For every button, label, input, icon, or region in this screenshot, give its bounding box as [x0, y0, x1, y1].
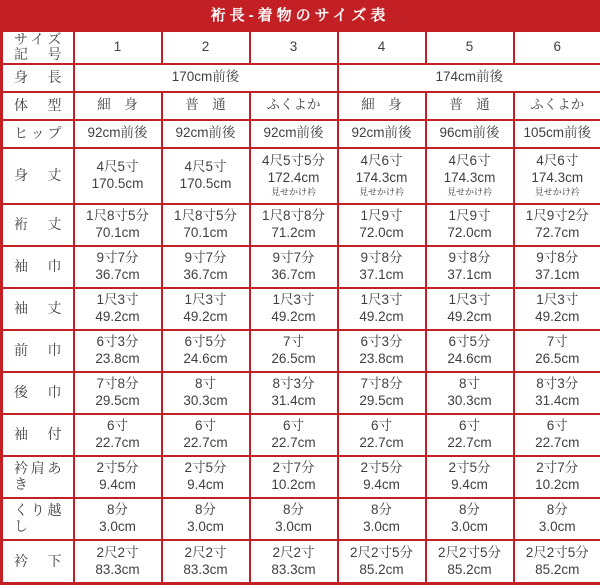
- table-cell: [338, 498, 426, 540]
- cell-measure-value: 4尺6寸: [427, 153, 513, 170]
- table-row: [2, 330, 600, 372]
- cell-cm-value: 37.1cm: [427, 267, 513, 284]
- table-cell: [338, 148, 426, 204]
- row-label: [2, 92, 74, 120]
- table-cell: [426, 288, 514, 330]
- cell-cm-value: 24.6cm: [427, 351, 513, 368]
- table-cell: [162, 120, 250, 148]
- cell-measure-value: 6寸3分: [75, 334, 161, 351]
- cell-cm-value: 71.2cm: [251, 225, 337, 242]
- cell-measure-value: 2尺2寸5分: [339, 545, 425, 562]
- row-label-text: 体型: [3, 98, 73, 113]
- cell-measure-value: 1尺3寸: [515, 292, 600, 309]
- cell-measure-value: 4尺5寸: [75, 159, 161, 176]
- cell-measure-value: 4: [339, 39, 425, 56]
- row-label: [2, 372, 74, 414]
- table-cell: [162, 246, 250, 288]
- table-cell: [74, 372, 162, 414]
- row-label: [2, 120, 74, 148]
- cell-measure-value: 1尺3寸: [339, 292, 425, 309]
- cell-cm-value: 26.5cm: [515, 351, 600, 368]
- cell-cm-value: 3.0cm: [75, 519, 161, 536]
- cell-cm-value: 36.7cm: [163, 267, 249, 284]
- cell-measure-value: 9寸8分: [427, 250, 513, 267]
- cell-cm-value: 30.3cm: [427, 393, 513, 410]
- cell-measure-value: 細 身: [75, 97, 161, 114]
- cell-cm-value: 85.2cm: [515, 562, 600, 579]
- table-cell: [426, 372, 514, 414]
- cell-measure-value: 細 身: [339, 97, 425, 114]
- cell-cm-value: 10.2cm: [515, 477, 600, 494]
- cell-cm-value: 174.3cm: [515, 170, 600, 187]
- cell-measure-value: 6寸: [427, 418, 513, 435]
- row-label: [2, 288, 74, 330]
- cell-cm-value: 49.2cm: [339, 309, 425, 326]
- row-label: [2, 330, 74, 372]
- table-cell: [426, 540, 514, 584]
- table-cell: [162, 330, 250, 372]
- table-cell: [250, 120, 338, 148]
- cell-cm-value: 72.0cm: [427, 225, 513, 242]
- table-cell: [250, 204, 338, 246]
- cell-measure-value: 7寸: [251, 334, 337, 351]
- table-row: [2, 246, 600, 288]
- cell-measure-value: 4尺6寸: [515, 153, 600, 170]
- row-label: [2, 204, 74, 246]
- cell-measure-value: 4尺5寸5分: [251, 153, 337, 170]
- table-row: [2, 414, 600, 456]
- cell-cm-value: 22.7cm: [427, 435, 513, 452]
- table-cell: [250, 372, 338, 414]
- cell-measure-value: 8分: [515, 502, 600, 519]
- table-cell: [338, 540, 426, 584]
- cell-measure-value: 170cm前後: [75, 69, 337, 86]
- cell-measure-value: 1尺3寸: [427, 292, 513, 309]
- cell-measure-value: 6寸: [515, 418, 600, 435]
- cell-cm-value: 72.0cm: [339, 225, 425, 242]
- cell-measure-value: 1尺3寸: [75, 292, 161, 309]
- table-cell: [162, 540, 250, 584]
- cell-cm-value: 49.2cm: [515, 309, 600, 326]
- cell-cm-value: 22.7cm: [163, 435, 249, 452]
- table-cell: [514, 92, 600, 120]
- cell-cm-value: 36.7cm: [251, 267, 337, 284]
- table-cell: [250, 92, 338, 120]
- cell-measure-value: 9寸7分: [163, 250, 249, 267]
- row-label: [2, 64, 74, 92]
- table-cell: [250, 456, 338, 498]
- cell-cm-value: 23.8cm: [75, 351, 161, 368]
- row-label-text: 衿肩あき: [3, 461, 73, 492]
- row-label-text: サイズ記号: [3, 32, 73, 63]
- cell-measure-value: ふくよか: [515, 97, 600, 114]
- cell-measure-value: 9寸8分: [339, 250, 425, 267]
- cell-cm-value: 26.5cm: [251, 351, 337, 368]
- cell-measure-value: 6: [515, 39, 600, 56]
- cell-cm-value: 3.0cm: [427, 519, 513, 536]
- table-cell: [338, 246, 426, 288]
- cell-cm-value: 9.4cm: [163, 477, 249, 494]
- cell-measure-value: 4尺5寸: [163, 159, 249, 176]
- cell-note: 見せかけ衿: [515, 187, 600, 199]
- table-cell: [426, 148, 514, 204]
- table-cell: [74, 498, 162, 540]
- cell-cm-value: 49.2cm: [251, 309, 337, 326]
- table-cell: [74, 540, 162, 584]
- cell-measure-value: 2尺2寸5分: [515, 545, 600, 562]
- cell-measure-value: 普 通: [427, 97, 513, 114]
- table-cell: [514, 540, 600, 584]
- table-cell: [250, 414, 338, 456]
- cell-cm-value: 9.4cm: [339, 477, 425, 494]
- row-label-text: 身丈: [3, 168, 73, 183]
- cell-measure-value: 6寸: [75, 418, 161, 435]
- cell-measure-value: 7寸: [515, 334, 600, 351]
- table-cell: [338, 64, 600, 92]
- cell-measure-value: 8寸3分: [251, 376, 337, 393]
- table-cell: [514, 148, 600, 204]
- table-cell: [514, 330, 600, 372]
- cell-cm-value: 3.0cm: [251, 519, 337, 536]
- cell-measure-value: 9寸7分: [75, 250, 161, 267]
- cell-measure-value: 105cm前後: [515, 125, 600, 142]
- table-cell: [250, 288, 338, 330]
- table-cell: [426, 330, 514, 372]
- table-cell: [162, 148, 250, 204]
- table-cell: [338, 372, 426, 414]
- table-cell: [338, 204, 426, 246]
- cell-measure-value: 2: [163, 39, 249, 56]
- table-cell: [426, 498, 514, 540]
- row-label-text: くり越し: [3, 503, 73, 534]
- cell-measure-value: 92cm前後: [251, 125, 337, 142]
- row-label-text: 袖丈: [3, 301, 73, 316]
- cell-measure-value: 2尺2寸: [251, 545, 337, 562]
- cell-measure-value: 6寸5分: [427, 334, 513, 351]
- cell-measure-value: 4尺6寸: [339, 153, 425, 170]
- cell-measure-value: 8寸3分: [515, 376, 600, 393]
- table-cell: [74, 64, 338, 92]
- row-label-text: ヒップ: [3, 126, 73, 141]
- table-row: [2, 92, 600, 120]
- table-cell: [514, 414, 600, 456]
- cell-measure-value: 1尺9寸: [339, 208, 425, 225]
- table-cell: [514, 372, 600, 414]
- cell-cm-value: 85.2cm: [427, 562, 513, 579]
- table-cell: [338, 288, 426, 330]
- table-cell: [250, 148, 338, 204]
- table-cell: [514, 246, 600, 288]
- table-cell: [74, 148, 162, 204]
- cell-measure-value: 6寸: [163, 418, 249, 435]
- cell-cm-value: 10.2cm: [251, 477, 337, 494]
- cell-measure-value: 6寸: [339, 418, 425, 435]
- table-cell: [74, 288, 162, 330]
- cell-note: 見せかけ衿: [251, 187, 337, 199]
- cell-cm-value: 29.5cm: [75, 393, 161, 410]
- cell-cm-value: 37.1cm: [339, 267, 425, 284]
- cell-cm-value: 22.7cm: [75, 435, 161, 452]
- table-cell: [338, 120, 426, 148]
- cell-measure-value: 1尺3寸: [163, 292, 249, 309]
- table-row: [2, 148, 600, 204]
- table-cell: [162, 414, 250, 456]
- row-label: [2, 456, 74, 498]
- cell-measure-value: 2尺2寸5分: [427, 545, 513, 562]
- table-cell: [74, 414, 162, 456]
- table-cell: [338, 456, 426, 498]
- table-cell: [250, 330, 338, 372]
- cell-cm-value: 83.3cm: [163, 562, 249, 579]
- table-row: [2, 498, 600, 540]
- table-cell: [250, 540, 338, 584]
- cell-measure-value: 7寸8分: [339, 376, 425, 393]
- table-cell: [426, 204, 514, 246]
- cell-note: 見せかけ衿: [339, 187, 425, 199]
- cell-measure-value: 1尺9寸2分: [515, 208, 600, 225]
- cell-measure-value: 2尺2寸: [163, 545, 249, 562]
- table-cell: [514, 204, 600, 246]
- cell-cm-value: 49.2cm: [75, 309, 161, 326]
- cell-cm-value: 3.0cm: [163, 519, 249, 536]
- table-cell: [162, 92, 250, 120]
- page-title: [0, 0, 600, 29]
- cell-cm-value: 22.7cm: [339, 435, 425, 452]
- table-cell: [74, 330, 162, 372]
- cell-cm-value: 31.4cm: [515, 393, 600, 410]
- table-cell: [426, 414, 514, 456]
- row-label: [2, 498, 74, 540]
- row-label: [2, 31, 74, 64]
- size-table: [0, 29, 600, 585]
- cell-cm-value: 83.3cm: [75, 562, 161, 579]
- table-cell: [338, 31, 426, 64]
- cell-measure-value: 1尺9寸: [427, 208, 513, 225]
- cell-measure-value: 2寸5分: [427, 460, 513, 477]
- table-cell: [162, 288, 250, 330]
- cell-measure-value: 2尺2寸: [75, 545, 161, 562]
- cell-cm-value: 70.1cm: [163, 225, 249, 242]
- cell-measure-value: 8分: [427, 502, 513, 519]
- row-label-text: 袖付: [3, 427, 73, 442]
- cell-measure-value: 174cm前後: [339, 69, 600, 86]
- cell-measure-value: 5: [427, 39, 513, 56]
- cell-measure-value: 8分: [339, 502, 425, 519]
- cell-measure-value: 普 通: [163, 97, 249, 114]
- cell-measure-value: 8分: [75, 502, 161, 519]
- cell-measure-value: 1: [75, 39, 161, 56]
- row-label-text: 裄丈: [3, 217, 73, 232]
- row-label-text: 衿下: [3, 554, 73, 569]
- table-cell: [250, 498, 338, 540]
- cell-note: 見せかけ衿: [427, 187, 513, 199]
- table-row: [2, 120, 600, 148]
- table-cell: [162, 456, 250, 498]
- cell-measure-value: 6寸3分: [339, 334, 425, 351]
- table-cell: [162, 204, 250, 246]
- cell-measure-value: 9寸7分: [251, 250, 337, 267]
- table-cell: [426, 120, 514, 148]
- cell-cm-value: 23.8cm: [339, 351, 425, 368]
- cell-measure-value: 6寸5分: [163, 334, 249, 351]
- cell-measure-value: 8分: [251, 502, 337, 519]
- cell-measure-value: 2寸7分: [251, 460, 337, 477]
- table-cell: [250, 31, 338, 64]
- row-label: [2, 540, 74, 584]
- table-cell: [74, 120, 162, 148]
- cell-measure-value: 3: [251, 39, 337, 56]
- cell-cm-value: 170.5cm: [163, 176, 249, 193]
- table-row: [2, 288, 600, 330]
- cell-measure-value: 7寸8分: [75, 376, 161, 393]
- row-label: [2, 414, 74, 456]
- table-cell: [338, 414, 426, 456]
- cell-cm-value: 22.7cm: [515, 435, 600, 452]
- cell-cm-value: 31.4cm: [251, 393, 337, 410]
- cell-cm-value: 9.4cm: [427, 477, 513, 494]
- table-cell: [162, 372, 250, 414]
- cell-measure-value: 1尺8寸5分: [163, 208, 249, 225]
- cell-measure-value: 2寸7分: [515, 460, 600, 477]
- cell-cm-value: 70.1cm: [75, 225, 161, 242]
- cell-cm-value: 30.3cm: [163, 393, 249, 410]
- table-cell: [426, 92, 514, 120]
- cell-cm-value: 85.2cm: [339, 562, 425, 579]
- cell-measure-value: 8寸: [427, 376, 513, 393]
- table-cell: [514, 498, 600, 540]
- table-row: [2, 64, 600, 92]
- cell-cm-value: 37.1cm: [515, 267, 600, 284]
- cell-measure-value: 1尺3寸: [251, 292, 337, 309]
- row-label-text: 袖巾: [3, 259, 73, 274]
- cell-cm-value: 174.3cm: [339, 170, 425, 187]
- table-cell: [426, 31, 514, 64]
- cell-measure-value: 92cm前後: [75, 125, 161, 142]
- table-cell: [514, 288, 600, 330]
- cell-measure-value: 92cm前後: [163, 125, 249, 142]
- table-cell: [426, 246, 514, 288]
- cell-measure-value: 2寸5分: [339, 460, 425, 477]
- cell-cm-value: 9.4cm: [75, 477, 161, 494]
- table-row: [2, 31, 600, 64]
- cell-cm-value: 3.0cm: [515, 519, 600, 536]
- table-cell: [74, 92, 162, 120]
- cell-cm-value: 36.7cm: [75, 267, 161, 284]
- row-label-text: 身長: [3, 70, 73, 85]
- cell-cm-value: 3.0cm: [339, 519, 425, 536]
- table-cell: [514, 31, 600, 64]
- table-cell: [74, 204, 162, 246]
- table-cell: [162, 498, 250, 540]
- cell-cm-value: 49.2cm: [427, 309, 513, 326]
- cell-measure-value: ふくよか: [251, 97, 337, 114]
- table-cell: [338, 330, 426, 372]
- row-label: [2, 246, 74, 288]
- cell-cm-value: 22.7cm: [251, 435, 337, 452]
- cell-measure-value: 8寸: [163, 376, 249, 393]
- table-cell: [162, 31, 250, 64]
- cell-measure-value: 6寸: [251, 418, 337, 435]
- table-cell: [250, 246, 338, 288]
- cell-measure-value: 2寸5分: [163, 460, 249, 477]
- table-cell: [74, 456, 162, 498]
- cell-measure-value: 8分: [163, 502, 249, 519]
- row-label-text: 後巾: [3, 385, 73, 400]
- cell-measure-value: 1尺8寸8分: [251, 208, 337, 225]
- cell-cm-value: 29.5cm: [339, 393, 425, 410]
- cell-cm-value: 83.3cm: [251, 562, 337, 579]
- cell-cm-value: 174.3cm: [427, 170, 513, 187]
- cell-measure-value: 96cm前後: [427, 125, 513, 142]
- cell-cm-value: 24.6cm: [163, 351, 249, 368]
- cell-measure-value: 2寸5分: [75, 460, 161, 477]
- cell-cm-value: 170.5cm: [75, 176, 161, 193]
- table-cell: [514, 456, 600, 498]
- cell-measure-value: 1尺8寸5分: [75, 208, 161, 225]
- cell-cm-value: 72.7cm: [515, 225, 600, 242]
- page-title-text: 裄長-着物のサイズ表: [211, 4, 390, 25]
- table-row: [2, 456, 600, 498]
- table-row: [2, 540, 600, 584]
- table-row: [2, 372, 600, 414]
- cell-measure-value: 9寸8分: [515, 250, 600, 267]
- cell-measure-value: 92cm前後: [339, 125, 425, 142]
- row-label-text: 前巾: [3, 343, 73, 358]
- cell-cm-value: 172.4cm: [251, 170, 337, 187]
- table-cell: [514, 120, 600, 148]
- table-cell: [426, 456, 514, 498]
- cell-cm-value: 49.2cm: [163, 309, 249, 326]
- table-row: [2, 204, 600, 246]
- table-cell: [74, 246, 162, 288]
- size-table-body: [2, 31, 600, 584]
- table-cell: [74, 31, 162, 64]
- table-cell: [338, 92, 426, 120]
- row-label: [2, 148, 74, 204]
